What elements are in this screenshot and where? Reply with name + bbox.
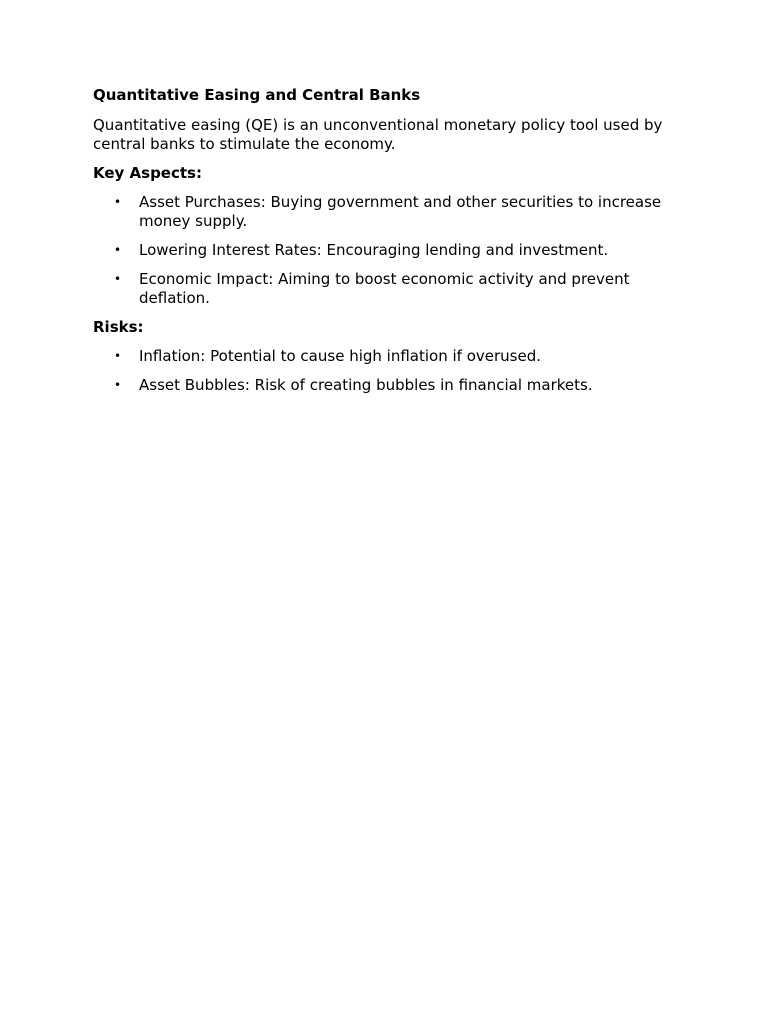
document-title: Quantitative Easing and Central Banks: [93, 86, 421, 104]
bullet-icon: •: [114, 243, 122, 257]
list-item-text: Lowering Interest Rates: Encouraging lending and investment.: [139, 241, 609, 259]
key-aspects-heading: Key Aspects:: [93, 164, 202, 182]
list-item-text: Asset Purchases: Buying government and other securities to increase money supply.: [139, 193, 662, 230]
bullet-icon: •: [114, 378, 122, 392]
document-page: [93, 86, 668, 395]
list-item-text: Inflation: Potential to cause high inflation if overused.: [139, 347, 541, 365]
intro-paragraph: Quantitative easing (QE) is an unconventional monetary policy tool used by central banks to stimulate the economy.: [93, 116, 663, 153]
bullet-icon: •: [114, 195, 122, 209]
list-item-text: Economic Impact: Aiming to boost economic activity and prevent deflation.: [139, 270, 630, 307]
list-item: [93, 347, 668, 366]
list-item-text: Asset Bubbles: Risk of creating bubbles in financial markets.: [139, 376, 593, 394]
risks-heading: Risks:: [93, 318, 144, 336]
list-item: [93, 270, 668, 308]
list-item: [93, 193, 668, 231]
bullet-icon: •: [114, 349, 122, 363]
list-item: [93, 241, 668, 260]
bullet-icon: •: [114, 272, 122, 286]
key-aspects-list: [93, 193, 668, 308]
list-item: [93, 376, 668, 395]
risks-list: [93, 347, 668, 395]
